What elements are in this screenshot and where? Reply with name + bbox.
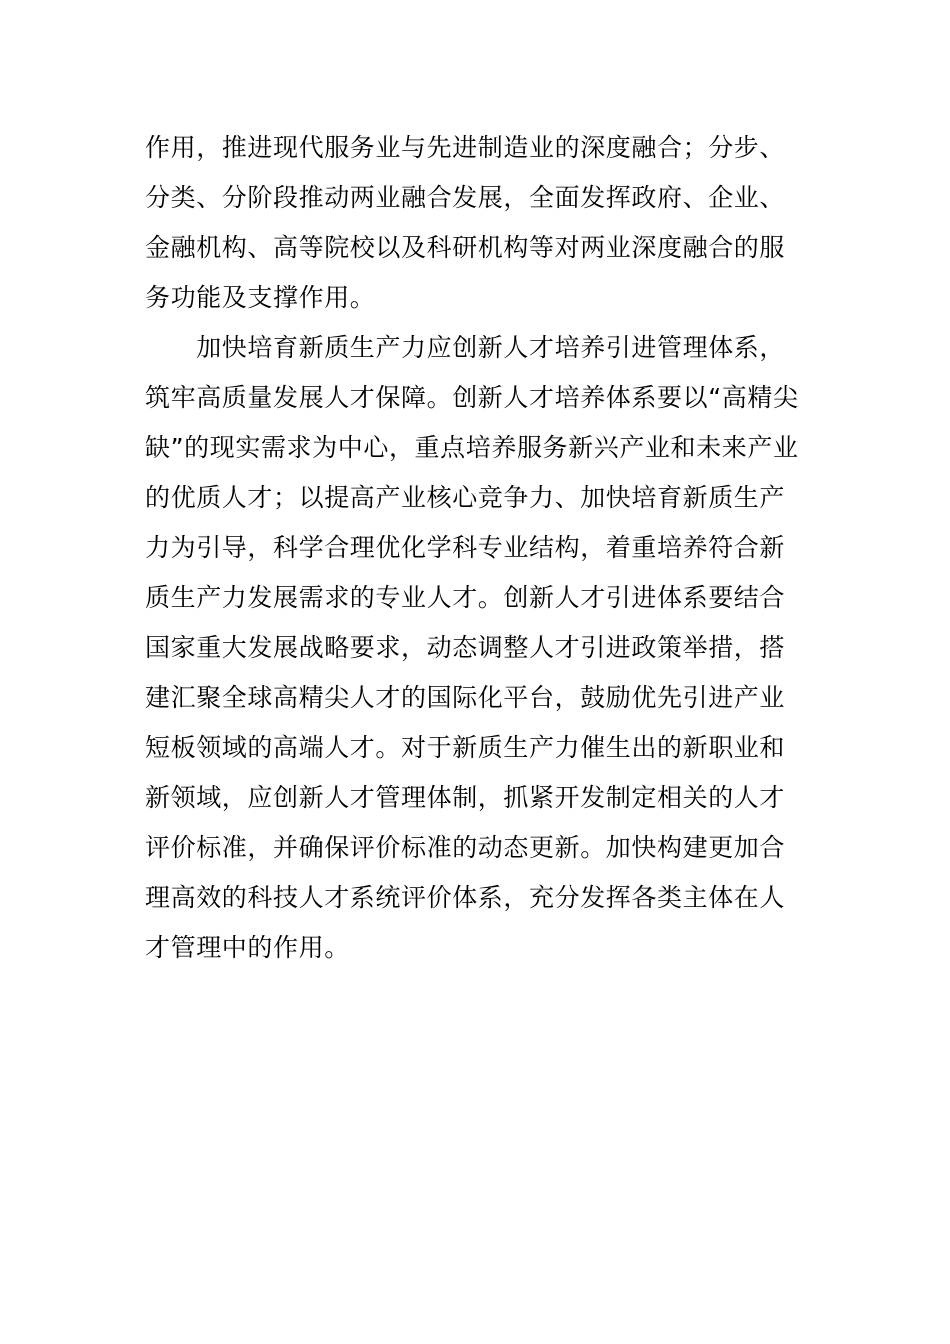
text-line: 力为引导，科学合理优化学科专业结构，着重培养符合新: [145, 533, 786, 562]
text-line: 筑牢高质量发展人才保障。创新人才培养体系要以“高精尖: [145, 383, 799, 412]
text-line: 理高效的科技人才系统评价体系，充分发挥各类主体在人: [145, 883, 786, 912]
text-line: 短板领域的高端人才。对于新质生产力催生出的新职业和: [145, 733, 786, 762]
text-line: 缺”的现实需求为中心，重点培养服务新兴产业和未来产业: [145, 433, 799, 462]
text-line: 质生产力发展需求的专业人才。创新人才引进体系要结合: [145, 583, 786, 612]
text-line: 新领域，应创新人才管理体制，抓紧开发制定相关的人才: [145, 783, 786, 812]
text-line: 作用，推进现代服务业与先进制造业的深度融合；分步、: [145, 133, 786, 162]
text-line: 加快培育新质生产力应创新人才培养引进管理体系，: [145, 333, 786, 362]
paragraph-1: [145, 123, 810, 323]
text-line: 才管理中的作用。: [145, 933, 350, 962]
text-line: 分类、分阶段推动两业融合发展，全面发挥政府、企业、: [145, 183, 786, 212]
text-line: 务功能及支撑作用。: [145, 283, 376, 312]
text-line: 建汇聚全球高精尖人才的国际化平台，鼓励优先引进产业: [145, 683, 786, 712]
text-line: 的优质人才；以提高产业核心竞争力、加快培育新质生产: [145, 483, 786, 512]
document-body: [145, 123, 810, 973]
text-line: 国家重大发展战略要求，动态调整人才引进政策举措，搭: [145, 633, 786, 662]
text-line: 评价标准，并确保评价标准的动态更新。加快构建更加合: [145, 833, 786, 862]
text-line: 金融机构、高等院校以及科研机构等对两业深度融合的服: [145, 233, 786, 262]
paragraph-2: [145, 323, 810, 973]
